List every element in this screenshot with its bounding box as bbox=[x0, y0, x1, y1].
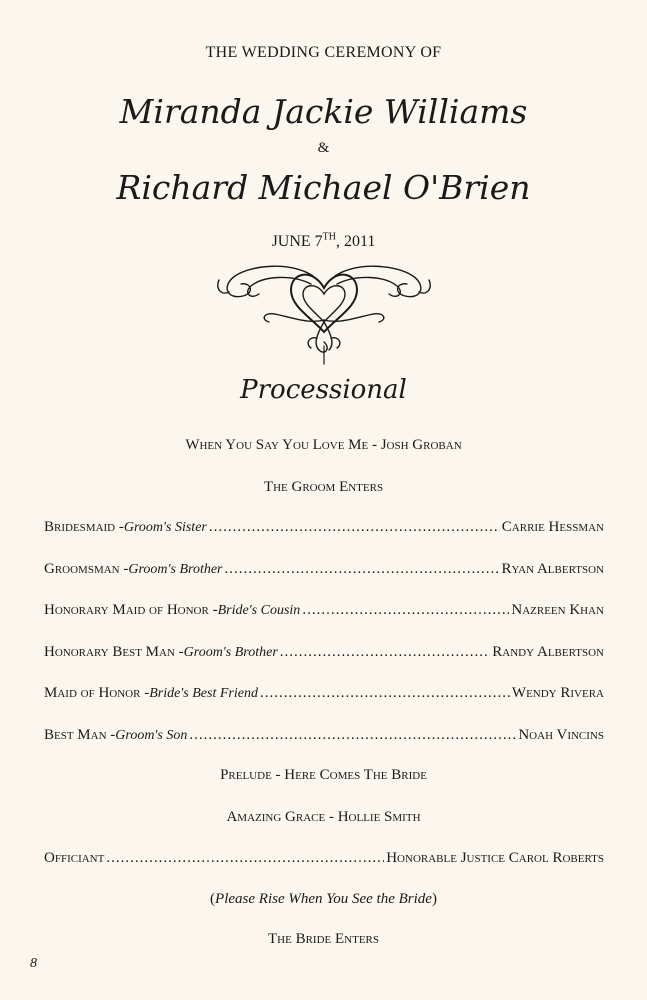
processional-entry bbox=[44, 519, 604, 536]
processional-entry bbox=[44, 602, 604, 619]
entry-relation: Groom's Brother bbox=[128, 562, 223, 577]
entry-relation: Groom's Sister bbox=[123, 520, 207, 535]
processional-entry bbox=[44, 727, 604, 744]
please-rise-note bbox=[0, 891, 647, 908]
entry-name: Noah Vincins bbox=[518, 727, 604, 743]
officiant-entry bbox=[44, 850, 604, 867]
dot-leader bbox=[302, 602, 509, 619]
page-number: 8 bbox=[30, 956, 37, 971]
dot-leader bbox=[225, 561, 500, 578]
entry-relation: Bride's Best Friend bbox=[149, 686, 258, 701]
entry-role: Officiant bbox=[44, 850, 105, 866]
entry-role: Honorary Best Man - bbox=[44, 644, 184, 660]
dot-leader bbox=[260, 685, 510, 702]
ceremony-heading: THE WEDDING CEREMONY OF bbox=[205, 44, 442, 61]
opening-song: When You Say You Love Me - Josh Groban bbox=[185, 437, 462, 453]
date-year: , 2011 bbox=[336, 233, 376, 250]
bride-name: Miranda Jackie Williams bbox=[119, 92, 528, 131]
ampersand: & bbox=[317, 140, 330, 156]
dot-leader bbox=[106, 850, 384, 867]
entry-name: Carrie Hessman bbox=[501, 519, 604, 535]
bride-enters: The Bride Enters bbox=[268, 931, 379, 947]
dot-leader bbox=[280, 644, 491, 661]
entry-name: Wendy Rivera bbox=[511, 685, 604, 701]
processional-entry bbox=[44, 685, 604, 702]
entry-relation: Groom's Brother bbox=[183, 645, 278, 660]
groom-enters: The Groom Enters bbox=[263, 479, 384, 495]
processional-entry bbox=[44, 561, 604, 578]
flourish-heart-ornament-icon bbox=[213, 258, 435, 368]
entry-role: Bridesmaid - bbox=[44, 519, 124, 535]
ceremony-date bbox=[0, 233, 647, 251]
entry-name: Randy Albertson bbox=[492, 644, 604, 660]
entry-relation: Groom's Son bbox=[115, 728, 188, 743]
processional-entry bbox=[44, 644, 604, 661]
paren-open: ( bbox=[210, 891, 216, 907]
dot-leader bbox=[209, 519, 500, 536]
entry-relation: Bride's Cousin bbox=[217, 603, 301, 618]
entry-name: Nazreen Khan bbox=[511, 602, 604, 618]
entry-name: Honorable Justice Carol Roberts bbox=[386, 850, 604, 866]
groom-name: Richard Michael O'Brien bbox=[116, 168, 531, 207]
please-rise-text: Please Rise When You See the Bride bbox=[215, 891, 432, 907]
date-ordinal: TH bbox=[322, 231, 337, 243]
dot-leader bbox=[189, 727, 516, 744]
date-day: JUNE 7 bbox=[271, 233, 323, 250]
amazing-grace-line: Amazing Grace - Hollie Smith bbox=[226, 809, 421, 825]
entry-name: Ryan Albertson bbox=[501, 561, 604, 577]
paren-close: ) bbox=[431, 891, 437, 907]
section-title: Processional bbox=[240, 375, 407, 405]
entry-role: Maid of Honor - bbox=[44, 685, 150, 701]
entry-role: Groomsman - bbox=[44, 561, 129, 577]
prelude-line: Prelude - Here Comes The Bride bbox=[220, 767, 427, 783]
entry-role: Best Man - bbox=[44, 727, 116, 743]
entry-role: Honorary Maid of Honor - bbox=[44, 602, 218, 618]
